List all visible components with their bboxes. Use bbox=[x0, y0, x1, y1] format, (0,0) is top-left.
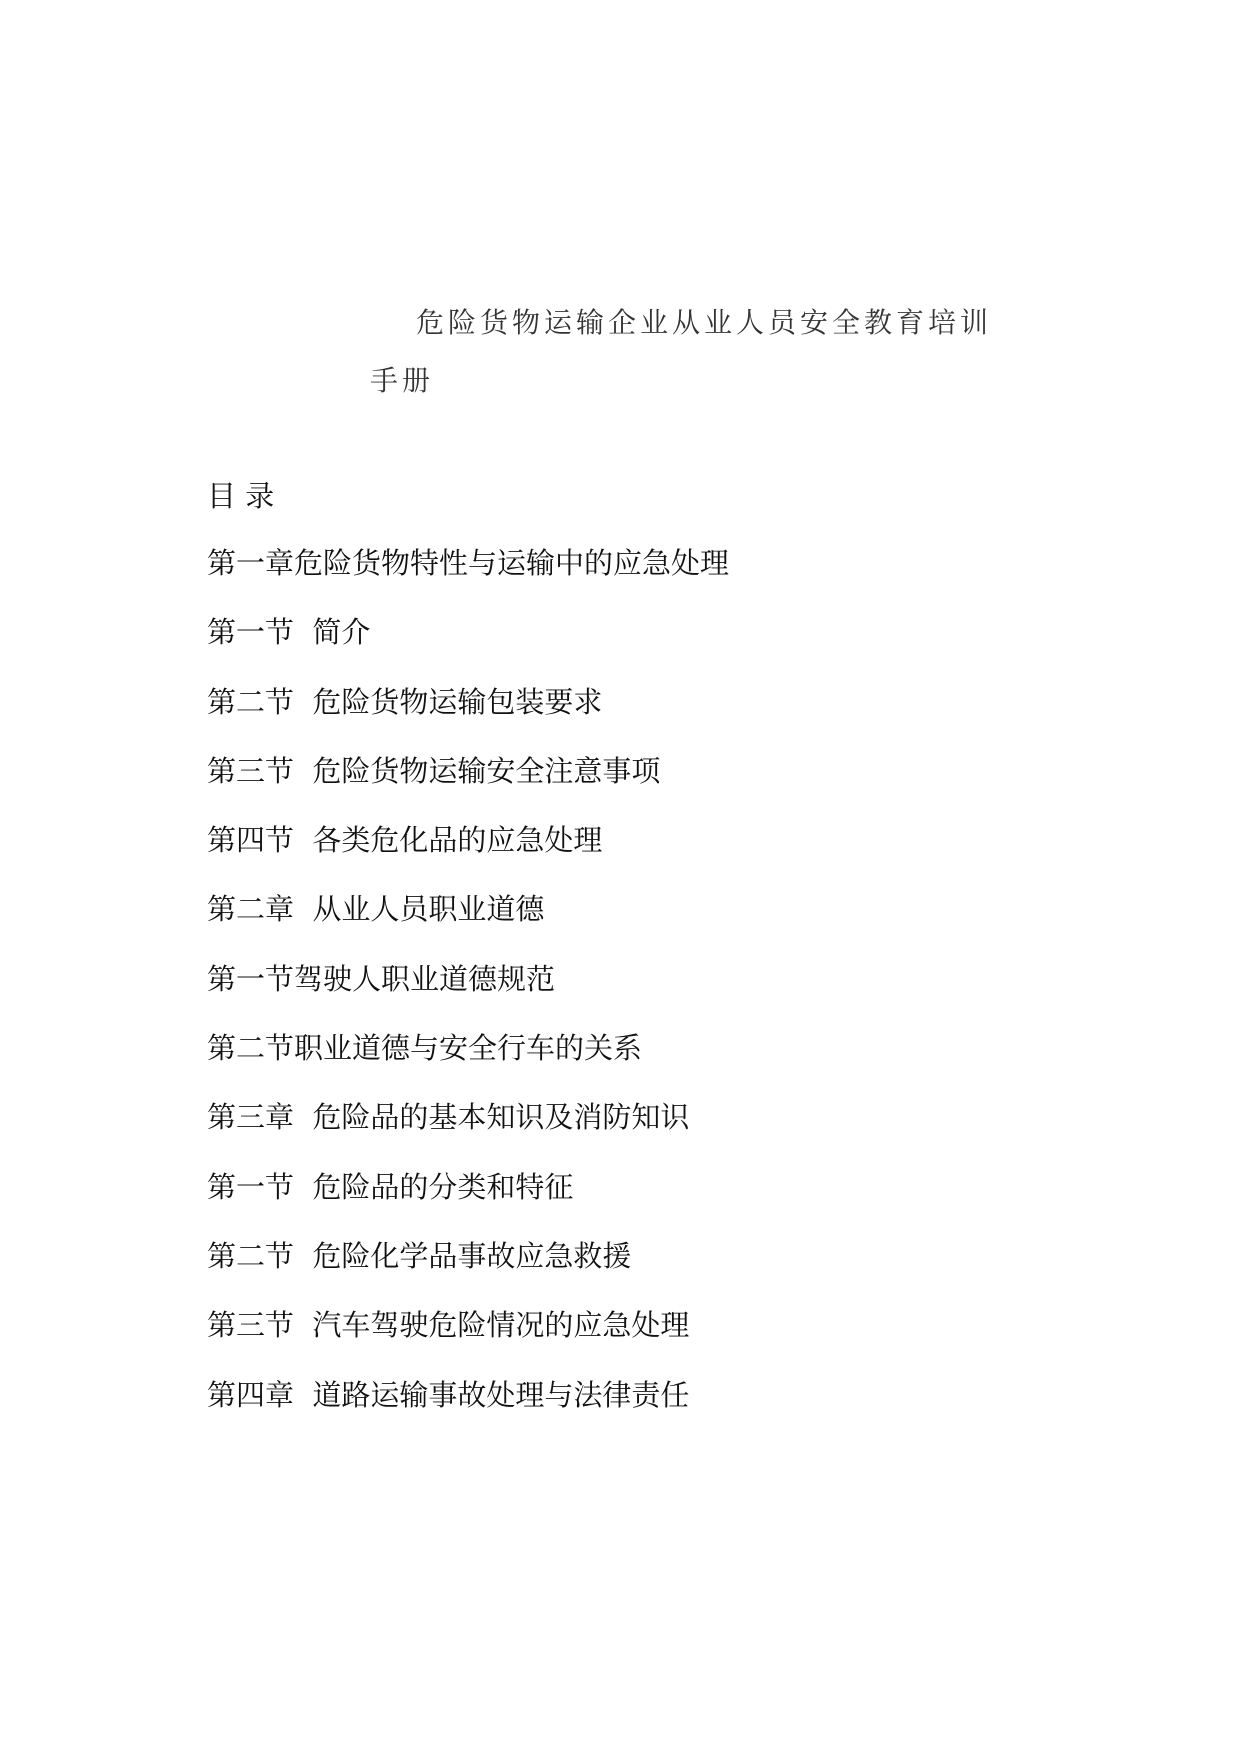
toc-entry-chapter-1: 第一章危险货物特性与运输中的应急处理 bbox=[207, 546, 730, 580]
toc-entry-chapter-3: 第三章 危险品的基本知识及消防知识 bbox=[207, 1100, 690, 1135]
toc-entry-ch1-section-2: 第二节 危险货物运输包装要求 bbox=[207, 684, 603, 719]
toc-entry-chapter-2: 第二章 从业人员职业道德 bbox=[207, 892, 545, 927]
table-of-contents bbox=[207, 541, 729, 1442]
toc-entry-ch3-section-3: 第三节 汽车驾驶危险情况的应急处理 bbox=[207, 1308, 690, 1343]
toc-entry-ch1-section-4: 第四节 各类危化品的应急处理 bbox=[207, 823, 603, 858]
toc-entry-ch1-section-1: 第一节 简介 bbox=[207, 615, 371, 650]
toc-entry-ch3-section-2: 第二节 危险化学品事故应急救援 bbox=[207, 1238, 632, 1273]
toc-heading: 目 录 bbox=[207, 479, 275, 513]
toc-entry-ch2-section-1: 第一节驾驶人职业道德规范 bbox=[207, 961, 556, 996]
document-title-line-2: 手册 bbox=[370, 364, 435, 397]
toc-entry-ch1-section-3: 第三节 危险货物运输安全注意事项 bbox=[207, 753, 661, 788]
document-title-line-1: 危险货物运输企业从业人员安全教育培训 bbox=[416, 306, 993, 339]
toc-entry-ch3-section-1: 第一节 危险品的分类和特征 bbox=[207, 1169, 574, 1204]
toc-entry-chapter-4: 第四章 道路运输事故处理与法律责任 bbox=[207, 1377, 690, 1412]
toc-entry-ch2-section-2: 第二节职业道德与安全行车的关系 bbox=[207, 1031, 643, 1066]
